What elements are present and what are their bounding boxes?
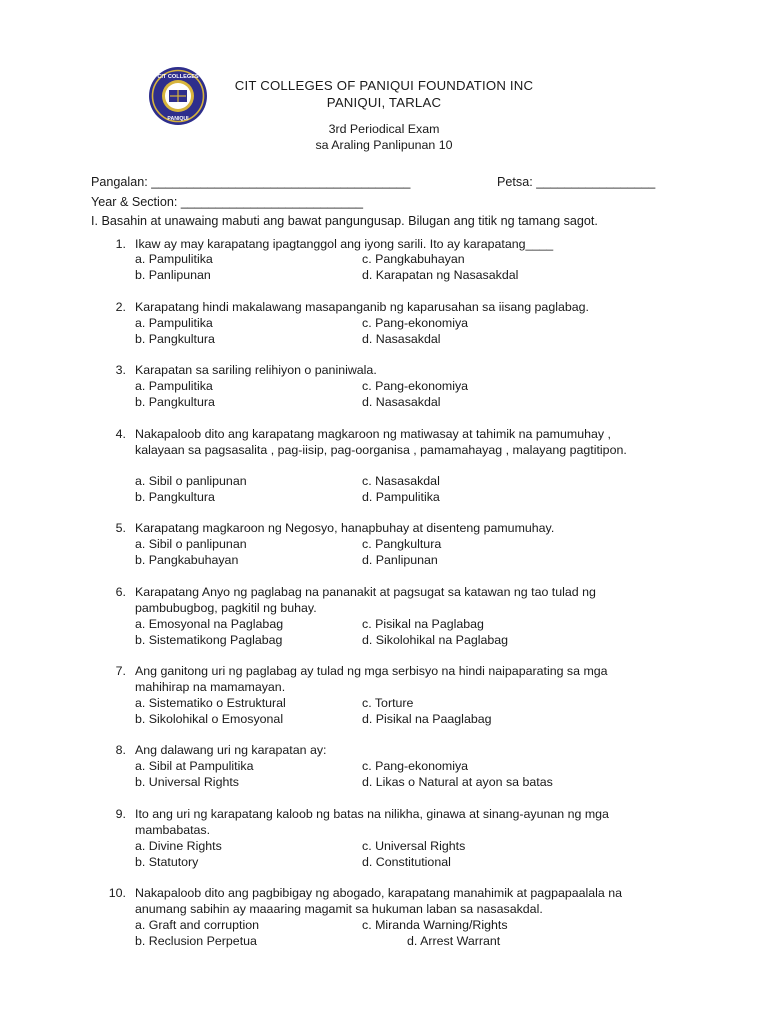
choice-d[interactable]: d. Sikolohikal na Paglabag bbox=[362, 633, 509, 647]
question-number: 7. bbox=[115, 664, 126, 678]
choice-a[interactable]: a. Sibil o panlipunan bbox=[135, 474, 247, 488]
seal-top-text: CIT COLLEGES bbox=[157, 74, 199, 80]
choice-d[interactable]: d. Pisikal na Paaglabag bbox=[362, 712, 492, 726]
choice-d[interactable]: d. Arrest Warrant bbox=[407, 934, 501, 948]
choice-d[interactable]: d. Karapatan ng Nasasakdal bbox=[362, 268, 519, 282]
choice-a[interactable]: a. Sistematiko o Estruktural bbox=[135, 696, 286, 710]
question-text: Ang ganitong uri ng paglabag ay tulad ng mga serbisyo na hindi naipaparating sa mga mahihirap na mamamayan. bbox=[135, 664, 608, 694]
choice-a[interactable]: a. Pampulitika bbox=[135, 252, 213, 266]
question-number: 10. bbox=[108, 886, 126, 900]
choice-b[interactable]: b. Sistematikong Paglabag bbox=[135, 633, 283, 647]
choice-b[interactable]: b. Pangkultura bbox=[135, 332, 215, 346]
choice-d[interactable]: d. Nasasakdal bbox=[362, 332, 441, 346]
school-name: CIT COLLEGES OF PANIQUI FOUNDATION INC bbox=[234, 78, 534, 93]
choice-c[interactable]: c. Torture bbox=[362, 696, 414, 710]
choice-c[interactable]: c. Pangkabuhayan bbox=[362, 252, 465, 266]
name-field[interactable]: Pangalan: _____________________________________ bbox=[91, 175, 411, 189]
choice-b[interactable]: b. Sikolohikal o Emosyonal bbox=[135, 712, 284, 726]
question-number: 3. bbox=[115, 363, 126, 377]
date-field[interactable]: Petsa: _________________ bbox=[497, 175, 656, 189]
choice-c[interactable]: c. Pangkultura bbox=[362, 537, 442, 551]
choice-b[interactable]: b. Pangkultura bbox=[135, 395, 215, 409]
choice-a[interactable]: a. Pampulitika bbox=[135, 316, 213, 330]
choice-c[interactable]: c. Universal Rights bbox=[362, 839, 466, 853]
choice-a[interactable]: a. Graft and corruption bbox=[135, 918, 259, 932]
choice-d[interactable]: d. Nasasakdal bbox=[362, 395, 441, 409]
question-text: Ito ang uri ng karapatang kaloob ng batas na nilikha, ginawa at sinang-ayunan ng mga mambabatas. bbox=[135, 807, 609, 837]
choice-c[interactable]: c. Pang-ekonomiya bbox=[362, 759, 469, 773]
question-text: Karapatan sa sariling relihiyon o paniniwala. bbox=[135, 363, 377, 377]
question-number: 6. bbox=[115, 585, 126, 599]
choice-c[interactable]: c. Nasasakdal bbox=[362, 474, 440, 488]
choice-a[interactable]: a. Pampulitika bbox=[135, 379, 213, 393]
choice-b[interactable]: b. Panlipunan bbox=[135, 268, 211, 282]
choice-b[interactable]: b. Pangkabuhayan bbox=[135, 553, 239, 567]
question-number: 4. bbox=[115, 427, 126, 441]
question-text: Nakapaloob dito ang pagbibigay ng abogado, karapatang manahimik at pagpapaalala na anumang sabihin ay maaaring magamit sa hukuman laban sa nasasakdal. bbox=[135, 886, 623, 916]
seal-bottom-text: PANIQUI bbox=[167, 116, 189, 122]
choice-b[interactable]: b. Reclusion Perpetua bbox=[135, 934, 257, 948]
choice-c[interactable]: c. Pang-ekonomiya bbox=[362, 316, 469, 330]
choice-d[interactable]: d. Panlipunan bbox=[362, 553, 438, 567]
choice-b[interactable]: b. Pangkultura bbox=[135, 490, 215, 504]
choice-a[interactable]: a. Emosyonal na Paglabag bbox=[135, 617, 284, 631]
school-seal-logo bbox=[148, 66, 208, 126]
question-text: Ikaw ay may karapatang ipagtanggol ang iyong sarili. Ito ay karapatang____ bbox=[135, 237, 554, 251]
question-text: Ang dalawang uri ng karapatan ay: bbox=[135, 743, 327, 757]
choice-d[interactable]: d. Likas o Natural at ayon sa batas bbox=[362, 775, 553, 789]
choice-b[interactable]: b. Statutory bbox=[135, 855, 199, 869]
choice-b[interactable]: b. Universal Rights bbox=[135, 775, 239, 789]
question-number: 9. bbox=[115, 807, 126, 821]
question-number: 8. bbox=[115, 743, 126, 757]
choice-c[interactable]: c. Miranda Warning/Rights bbox=[362, 918, 508, 932]
exam-subject: sa Araling Panlipunan 10 bbox=[315, 138, 453, 152]
choice-d[interactable]: d. Constitutional bbox=[362, 855, 451, 869]
question-number: 5. bbox=[115, 521, 126, 535]
school-location: PANIQUI, TARLAC bbox=[326, 95, 442, 110]
choice-a[interactable]: a. Sibil at Pampulitika bbox=[135, 759, 254, 773]
question-text: Nakapaloob dito ang karapatang magkaroon ng matiwasay at tahimik na pamumuhay , kalayaan sa pagsasalita , pag-iisip, pag-oorganisa , pamamahayag , malayang pagtitipon. bbox=[135, 427, 627, 457]
question-number: 2. bbox=[115, 300, 126, 314]
question-text: Karapatang Anyo ng paglabag na pananakit at pagsugat sa katawan ng tao tulad ng pambubugbog, pagkitil ng buhay. bbox=[135, 585, 596, 615]
question-text: Karapatang hindi makalawang masapanganib ng kaparusahan sa iisang paglabag. bbox=[135, 300, 589, 314]
instructions: I. Basahin at unawaing mabuti ang bawat pangungusap. Bilugan ang titik ng tamang sagot. bbox=[91, 214, 598, 228]
choice-c[interactable]: c. Pisikal na Paglabag bbox=[362, 617, 484, 631]
choice-d[interactable]: d. Pampulitika bbox=[362, 490, 440, 504]
choice-a[interactable]: a. Sibil o panlipunan bbox=[135, 537, 247, 551]
question-text: Karapatang magkaroon ng Negosyo, hanapbuhay at disenteng pamumuhay. bbox=[135, 521, 555, 535]
choice-a[interactable]: a. Divine Rights bbox=[135, 839, 222, 853]
exam-title: 3rd Periodical Exam bbox=[328, 122, 440, 136]
question-number: 1. bbox=[115, 237, 126, 251]
choice-c[interactable]: c. Pang-ekonomiya bbox=[362, 379, 469, 393]
section-field[interactable]: Year & Section: __________________________ bbox=[91, 195, 363, 209]
